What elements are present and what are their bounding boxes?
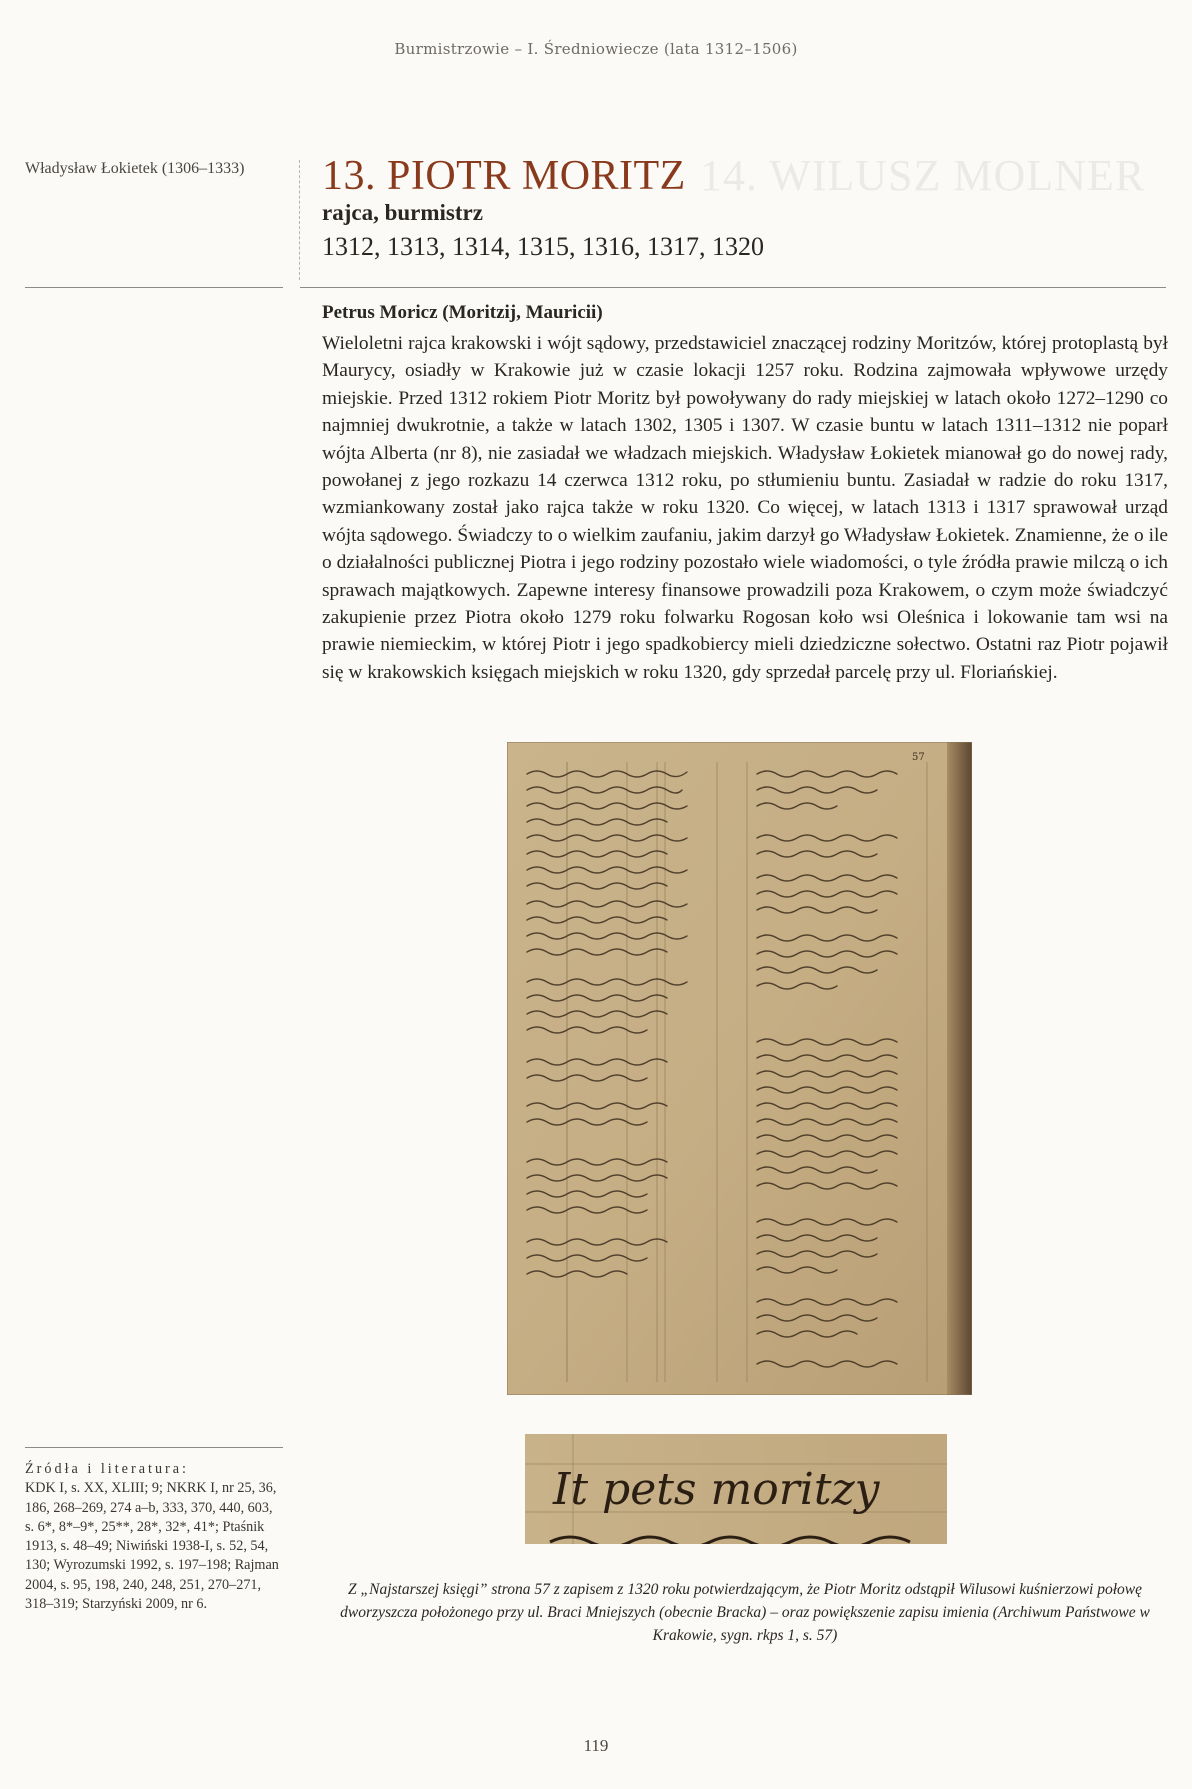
inscription-text: It pets moritzy <box>553 1464 880 1515</box>
inscription-zoom-image <box>525 1434 947 1544</box>
figure-caption: Z „Najstarszej księgi” strona 57 z zapisem z 1320 roku potwierdzającym, że Piotr Moritz odstąpił Wilusowi kuśnierzowi połowę dworzyszcza położonego przy ul. Braci Mniejszych (obecnie Bracka) – oraz powiększenie zapisu imienia (Archiwum Państwowe w Krakowie, sygn. rkps 1, s. 57) <box>340 1581 1150 1644</box>
folio-number: 57 <box>912 752 925 763</box>
epoch-label: Władysław Łokietek (1306–1333) <box>25 160 245 177</box>
entry-title: 13. PIOTR MORITZ <box>322 153 686 199</box>
manuscript-image <box>507 742 972 1395</box>
vertical-divider <box>299 160 301 280</box>
rule-right <box>300 287 1166 288</box>
biography-text: Wieloletni rajca krakowski i wójt sądowy, przedstawiciel znaczącej rodziny Moritzów, której protoplastą był Maurycy, osiadły w Krakowie już w czasie lokacji 1257 roku. Rodzina zajmowała wpływowe urzędy miejskie. Przed 1312 rokiem Piotr Moritz był powoływany do rady miejskiej w latach około 1272–1290 co najmniej dwukrotnie, a także w latach 1302, 1305 i 1307. W czasie buntu w latach 1311–1312 nie poparł wójta Alberta (nr 8), nie zasiadał we władzach miejskich. Władysław Łokietek mianował go do nowej rady, powołanej z jego rozkazu 14 czerwca 1312 roku, po stłumieniu buntu. Zasiadał w radzie do roku 1317, wzmiankowany został jako rajca także w roku 1320. Co więcej, w latach 1313 i 1317 sprawował urząd wójta sądowego. Świadczy to o wielkim zaufaniu, jakim darzył go Władysław Łokietek. Znamienne, że o ile o działalności publicznej Piotra i jego rodziny pozostało wiele wiadomości, o tyle źródła prawie milczą o ich sprawach majątkowych. Zapewne interesy finansowe prowadzili poza Krakowem, o czym może świadczyć zakupienie przez Piotra około 1279 roku folwarku Rogosan koło wsi Oleśnica i lokowanie tam wsi na prawie niemieckim, w której Piotr i jego spadkobiercy mieli dziedziczne sołectwo. Ostatni raz Piotr pojawił się w krakowskich księgach miejskich w roku 1320, gdy sprzedał parcelę przy ul. Floriańskiej. <box>322 333 1168 683</box>
sources-rule <box>25 1447 283 1448</box>
page-number: 119 <box>583 1736 609 1755</box>
entry-role: rajca, burmistrz <box>322 200 483 225</box>
sources-text: KDK I, s. XX, XLIII; 9; NKRK I, nr 25, 36, 186, 268–269, 274 a–b, 333, 370, 440, 603, s. 6*, 8*–9*, 25**, 28*, 32*, 41*; Ptaśnik 1913, s. 48–49; Niwiński 1938-I, s. 52, 54, 130; Wyrozumski 1992, s. 197–198; Rajman 2004, s. 95, 198, 240, 248, 251, 270–271, 318–319; Starzyński 2009, nr 6. <box>25 1480 279 1613</box>
rule-left <box>25 287 283 288</box>
next-entry-watermark: 14. WILUSZ MOLNER <box>700 151 1146 200</box>
entry-years: 1312, 1313, 1314, 1315, 1316, 1317, 1320 <box>322 232 764 261</box>
sources-heading: Źródła i literatura: <box>25 1461 189 1477</box>
sources-section <box>25 1460 285 1614</box>
name-variants: Petrus Moricz (Moritzij, Mauricii) <box>322 302 603 323</box>
running-header: Burmistrzowie – I. Średniowiecze (lata 1312–1506) <box>394 40 798 58</box>
